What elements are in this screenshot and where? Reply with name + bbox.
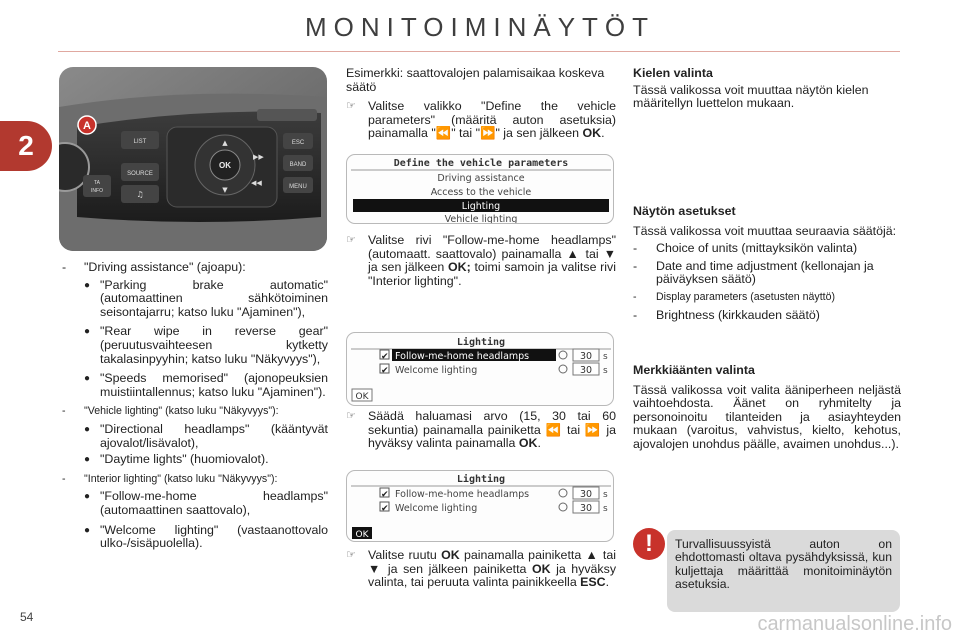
svg-text:▶▶: ▶▶ bbox=[253, 153, 264, 161]
row-unit: s bbox=[603, 504, 608, 514]
svg-text:✔: ✔ bbox=[381, 352, 389, 362]
page-number: 54 bbox=[20, 610, 34, 624]
hand-pointer-icon: ☞ bbox=[346, 410, 356, 422]
menu-vehicle-lighting: - "Vehicle lighting" (katso luku "Näkyvyys"): bbox=[62, 405, 328, 419]
row-label-selected[interactable]: Follow-me-home headlamps bbox=[395, 351, 530, 362]
display-settings-section bbox=[633, 205, 901, 326]
row-value[interactable]: 30 bbox=[579, 351, 593, 362]
hand-pointer-icon: ☞ bbox=[346, 549, 356, 561]
row-value[interactable]: 30 bbox=[579, 503, 593, 514]
step-1: ☞ Valitse valikko "Define the vehicle parameters" (määritä auton asetuksia) painamalla "⏪" tai "⏩" ja sen jälkeen OK. bbox=[346, 99, 616, 141]
photo-source-label: SOURCE bbox=[127, 171, 153, 177]
svg-text:▲: ▲ bbox=[222, 139, 228, 147]
section-text-language: Tässä valikossa voit muuttaa näytön kielen määritellyn luettelon mukaan. bbox=[633, 82, 869, 111]
row-unit: s bbox=[603, 366, 608, 376]
section-text-display: Tässä valikossa voit muuttaa seuraavia säätöjä: bbox=[633, 223, 897, 238]
screen-title: Define the vehicle parameters bbox=[393, 158, 569, 169]
list-item: - Brightness (kirkkauden säätö) bbox=[633, 309, 901, 323]
list-item: ● "Speeds memorised" (ajonopeuksien muistiintallennus; katso luku "Ajaminen"). bbox=[62, 372, 328, 399]
step-3-block bbox=[346, 410, 616, 451]
svg-text:◀◀: ◀◀ bbox=[251, 179, 262, 187]
svg-text:✔: ✔ bbox=[381, 366, 389, 376]
hand-pointer-icon: ☞ bbox=[346, 100, 356, 113]
sound-section bbox=[633, 364, 901, 452]
watermark: carmanualsonline.info bbox=[757, 613, 952, 635]
svg-text:♫: ♫ bbox=[136, 190, 144, 199]
section-title-language: Kielen valinta bbox=[633, 66, 713, 80]
photo-ok-label: OK bbox=[219, 161, 231, 170]
photo-list-label: LIST bbox=[133, 139, 147, 145]
section-title-sound: Merkkiäänten valinta bbox=[633, 363, 755, 377]
list-item: ● "Welcome lighting" (vastaanottovalo ulko-/sisäpuolella). bbox=[62, 524, 328, 551]
warning-box: Turvallisuussyistä auton on ehdottomasti oltava pysähdyksissä, kun kuljettaja määrittää monitoiminäytön asetuksia. bbox=[667, 530, 900, 612]
screen-title: Lighting bbox=[456, 474, 506, 485]
photo-menu-label: MENU bbox=[289, 184, 307, 190]
step-2-block bbox=[346, 234, 616, 288]
step-3: ☞ Säädä haluamasi arvo (15, 30 tai 60 sekuntia) painamalla painiketta ⏪ tai ⏩ ja hyväksy valinta painamalla OK. bbox=[346, 409, 616, 451]
screen-title: Lighting bbox=[456, 337, 506, 348]
warning-icon: ! bbox=[633, 528, 665, 560]
list-item: - Choice of units (mittayksikön valinta) bbox=[633, 242, 901, 256]
section-title-display: Näytön asetukset bbox=[633, 204, 736, 218]
list-item: ● "Daytime lights" (huomiovalot). bbox=[62, 453, 328, 467]
right-column bbox=[633, 67, 901, 111]
section-text-sound: Tässä valikossa voit valita ääniperheen neljästä vaihtoehdosta. Äänet on ryhmitelty ja personoinoitu tilanteiden ja asiayhteyden mukaan (varoitus, vahvistus, kielto, kehotus, ajovalojen unohdus päälle, avaimen unohdus...). bbox=[633, 382, 901, 451]
hand-pointer-icon: ☞ bbox=[346, 234, 356, 246]
photo-ta-label: TA bbox=[93, 180, 101, 186]
row-value[interactable]: 30 bbox=[579, 489, 593, 500]
left-column bbox=[62, 261, 328, 557]
menu-item[interactable]: Access to the vehicle bbox=[430, 187, 532, 198]
dashboard-photo bbox=[59, 67, 327, 251]
list-item: ● "Rear wipe in reverse gear" (peruutusvaihteesen kytketty takalasinpyyhin; katso luku "Näkyvyys"), bbox=[62, 325, 328, 366]
list-item: - Display parameters (asetusten näyttö) bbox=[633, 291, 901, 305]
screen-lighting-ok-selected bbox=[346, 470, 614, 542]
menu-item[interactable]: Driving assistance bbox=[437, 173, 525, 184]
menu-item-selected[interactable]: Lighting bbox=[461, 201, 501, 212]
photo-marker-a: A bbox=[83, 120, 91, 132]
row-label[interactable]: Follow-me-home headlamps bbox=[395, 489, 530, 500]
ok-box-selected[interactable]: OK bbox=[355, 530, 369, 540]
example-intro: Esimerkki: saattovalojen palamisaikaa koskeva säätö bbox=[346, 66, 605, 94]
menu-driving-assistance: - "Driving assistance" (ajoapu): bbox=[62, 261, 328, 275]
photo-info-label: INFO bbox=[91, 188, 103, 194]
svg-text:✔: ✔ bbox=[381, 490, 389, 500]
chapter-tab: 2 bbox=[0, 121, 52, 171]
svg-text:▼: ▼ bbox=[222, 186, 228, 194]
middle-column bbox=[346, 67, 616, 141]
row-label[interactable]: Welcome lighting bbox=[395, 503, 478, 514]
ok-box[interactable]: OK bbox=[355, 392, 369, 402]
menu-interior-lighting: - "Interior lighting" (katso luku "Näkyvyys"): bbox=[62, 473, 328, 487]
list-item: - Date and time adjustment (kellonajan ja päiväyksen säätö) bbox=[633, 260, 901, 287]
list-item: ● "Follow-me-home headlamps" (automaattinen saattovalo), bbox=[62, 490, 328, 517]
menu-item[interactable]: Vehicle lighting bbox=[444, 214, 518, 224]
screen-define-parameters bbox=[346, 154, 614, 224]
row-unit: s bbox=[603, 490, 608, 500]
photo-esc-label: ESC bbox=[291, 140, 305, 146]
step-4: ☞ Valitse ruutu OK painamalla painiketta ▲ tai ▼ ja sen jälkeen painiketta OK ja hyväksy valinta, tai peruuta valinta painikkeella ESC. bbox=[346, 548, 617, 590]
title-divider bbox=[58, 51, 900, 52]
page-title: MONITOIMINÄYTÖT bbox=[304, 12, 656, 42]
row-unit: s bbox=[603, 352, 608, 362]
row-value[interactable]: 30 bbox=[579, 365, 593, 376]
screen-lighting-row-selected bbox=[346, 332, 614, 406]
step-2: ☞ Valitse rivi "Follow-me-home headlamps" (automaatt. saattovalo) painamalla ▲ tai ▼ ja sen jälkeen OK; toimi samoin ja valitse rivi "Interior lighting". bbox=[346, 233, 616, 288]
list-item: ● "Parking brake automatic" (automaattinen sähkötoiminen seisontajarru; katso luku "Ajaminen"), bbox=[62, 279, 328, 320]
row-label[interactable]: Welcome lighting bbox=[395, 365, 478, 376]
svg-text:✔: ✔ bbox=[381, 504, 389, 514]
list-item: ● "Directional headlamps" (kääntyvät ajovalot/lisävalot), bbox=[62, 423, 328, 450]
photo-band-label: BAND bbox=[289, 162, 307, 168]
step-4-block bbox=[346, 549, 616, 590]
